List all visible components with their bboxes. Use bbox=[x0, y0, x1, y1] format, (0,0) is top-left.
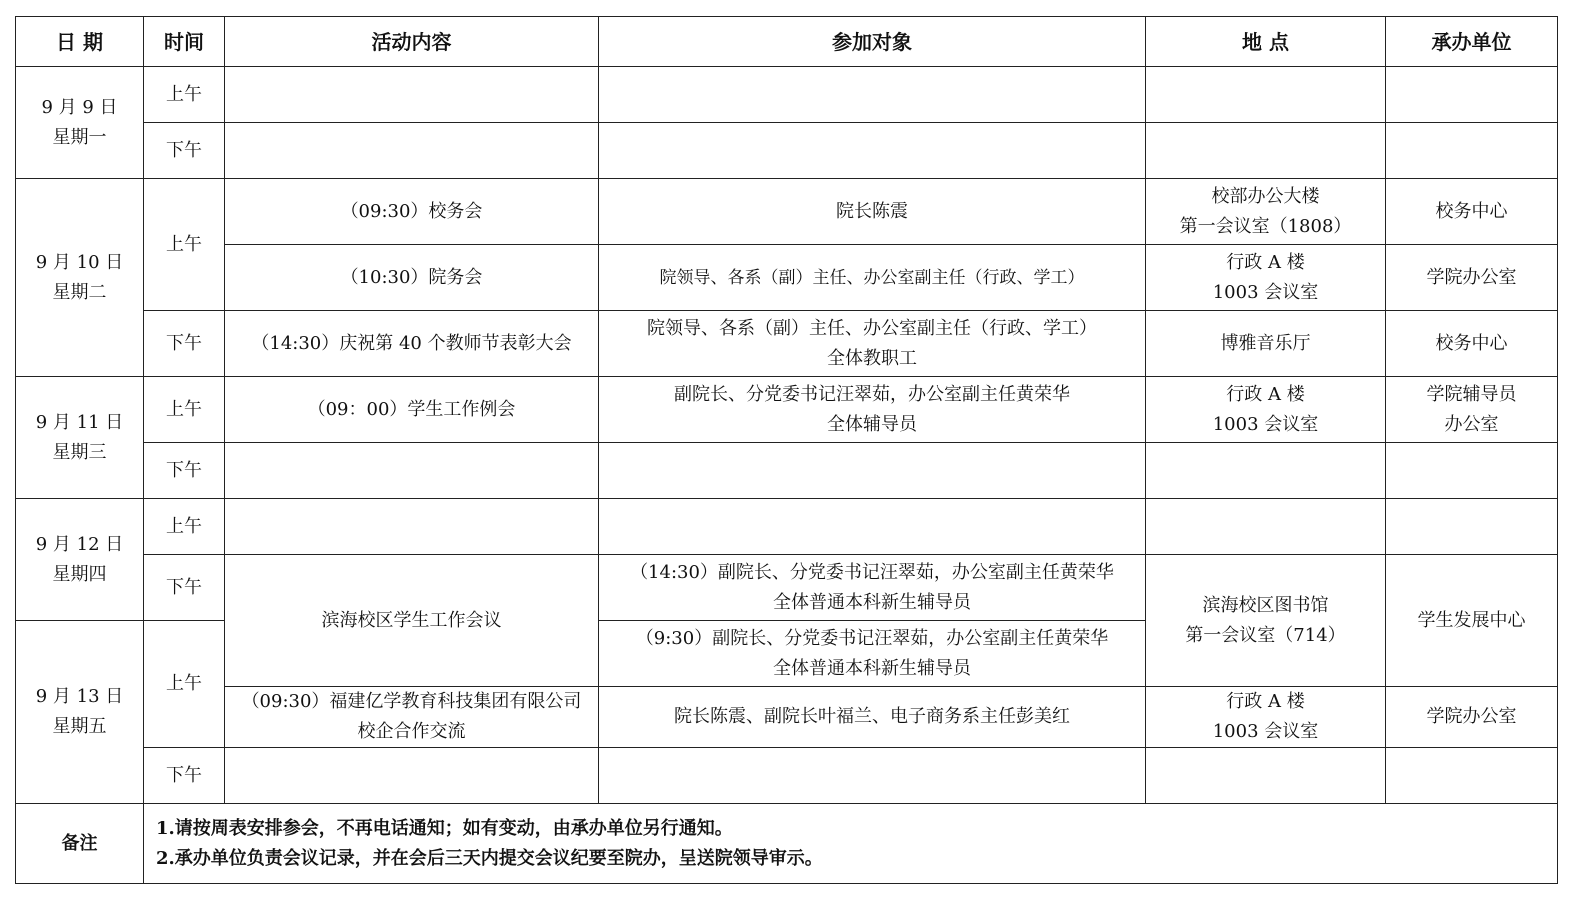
notes-label: 备注 bbox=[16, 804, 144, 884]
location-cell bbox=[1146, 443, 1386, 499]
organizer-cell: 校务中心 bbox=[1386, 311, 1558, 377]
activity-cell: （09：00）学生工作例会 bbox=[225, 377, 599, 443]
table-row bbox=[16, 123, 1558, 179]
location-line: 行政 A 楼 bbox=[1226, 691, 1305, 712]
date-text: 9 月 13 日 bbox=[35, 686, 124, 707]
participants-cell bbox=[599, 499, 1146, 555]
location-cell bbox=[1146, 499, 1386, 555]
date-text: 9 月 12 日 bbox=[35, 533, 124, 555]
activity-cell: （09:30）校务会 bbox=[225, 179, 599, 245]
table-row bbox=[16, 377, 1558, 443]
date-cell bbox=[16, 179, 144, 377]
location-line: 1003 会议室 bbox=[1212, 413, 1319, 435]
weekday-text: 星期四 bbox=[52, 563, 107, 585]
activity-cell bbox=[225, 67, 599, 123]
header-date: 日 期 bbox=[16, 17, 144, 67]
period-cell: 上午 bbox=[144, 499, 225, 555]
organizer-cell: 学生发展中心 bbox=[1386, 555, 1558, 687]
organizer-cell: 学院办公室 bbox=[1386, 245, 1558, 311]
organizer-line: 学院辅导员 bbox=[1426, 383, 1517, 405]
period-cell: 下午 bbox=[144, 748, 225, 804]
table-row bbox=[16, 311, 1558, 377]
organizer-cell bbox=[1386, 499, 1558, 555]
location-cell bbox=[1146, 687, 1386, 748]
period-cell: 下午 bbox=[144, 555, 225, 621]
activity-cell: （10:30）院务会 bbox=[225, 245, 599, 311]
date-text: 9 月 11 日 bbox=[35, 411, 124, 433]
activity-cell: 滨海校区学生工作会议 bbox=[225, 555, 599, 687]
participants-line: 全体教职工 bbox=[827, 347, 917, 369]
location-cell bbox=[1146, 748, 1386, 804]
weekly-schedule-table bbox=[15, 16, 1558, 884]
location-line: 校部办公大楼 bbox=[1211, 185, 1320, 207]
location-cell bbox=[1146, 67, 1386, 123]
location-line: 行政 A 楼 bbox=[1226, 383, 1305, 405]
location-cell: 博雅音乐厅 bbox=[1146, 311, 1386, 377]
period-cell: 下午 bbox=[144, 311, 225, 377]
note-line-1: 1.请按周表安排参会，不再电话通知；如有变动，由承办单位另行通知。 bbox=[156, 817, 733, 839]
participants-cell bbox=[599, 311, 1146, 377]
location-line: 第一会议室（1808） bbox=[1179, 215, 1352, 237]
location-cell bbox=[1146, 179, 1386, 245]
period-cell: 下午 bbox=[144, 443, 225, 499]
participants-cell bbox=[599, 377, 1146, 443]
weekday-text: 星期五 bbox=[52, 716, 107, 737]
organizer-cell: 学院办公室 bbox=[1386, 687, 1558, 748]
location-cell bbox=[1146, 555, 1386, 687]
organizer-line: 办公室 bbox=[1444, 413, 1499, 435]
header-organizer: 承办单位 bbox=[1386, 17, 1558, 67]
date-cell bbox=[16, 377, 144, 499]
location-line: 1003 会议室 bbox=[1212, 281, 1319, 303]
participants-line: 全体辅导员 bbox=[827, 413, 917, 435]
table-row bbox=[16, 443, 1558, 499]
table-row bbox=[16, 555, 1558, 621]
table-row bbox=[16, 499, 1558, 555]
header-time: 时间 bbox=[144, 17, 225, 67]
organizer-cell bbox=[1386, 123, 1558, 179]
participants-cell bbox=[599, 748, 1146, 804]
period-cell: 上午 bbox=[144, 67, 225, 123]
period-cell: 上午 bbox=[144, 621, 225, 748]
period-cell: 下午 bbox=[144, 123, 225, 179]
header-row bbox=[16, 17, 1558, 67]
activity-cell bbox=[225, 499, 599, 555]
table-row bbox=[16, 67, 1558, 123]
location-line: 1003 会议室 bbox=[1212, 721, 1319, 742]
location-line: 第一会议室（714） bbox=[1185, 624, 1346, 646]
participants-cell: 院长陈震 bbox=[599, 179, 1146, 245]
date-cell bbox=[16, 499, 144, 621]
table-row bbox=[16, 245, 1558, 311]
header-location: 地 点 bbox=[1146, 17, 1386, 67]
participants-line: 全体普通本科新生辅导员 bbox=[773, 657, 971, 679]
participants-cell bbox=[599, 123, 1146, 179]
participants-line: 全体普通本科新生辅导员 bbox=[773, 591, 971, 613]
activity-cell: （14:30）庆祝第 40 个教师节表彰大会 bbox=[225, 311, 599, 377]
activity-cell bbox=[225, 687, 599, 748]
location-cell bbox=[1146, 245, 1386, 311]
date-text: 9 月 9 日 bbox=[41, 96, 118, 118]
organizer-cell bbox=[1386, 443, 1558, 499]
organizer-cell: 校务中心 bbox=[1386, 179, 1558, 245]
organizer-cell bbox=[1386, 67, 1558, 123]
organizer-cell bbox=[1386, 748, 1558, 804]
date-text: 9 月 10 日 bbox=[35, 251, 124, 273]
header-participants: 参加对象 bbox=[599, 17, 1146, 67]
location-line: 行政 A 楼 bbox=[1226, 251, 1305, 273]
activity-line: 校企合作交流 bbox=[357, 721, 466, 742]
activity-line: （09:30）福建亿学教育科技集团有限公司 bbox=[241, 691, 582, 712]
weekday-text: 星期二 bbox=[52, 281, 107, 303]
period-cell: 上午 bbox=[144, 377, 225, 443]
location-cell bbox=[1146, 377, 1386, 443]
participants-cell bbox=[599, 621, 1146, 687]
location-cell bbox=[1146, 123, 1386, 179]
participants-cell: 院领导、各系（副）主任、办公室副主任（行政、学工） bbox=[599, 245, 1146, 311]
participants-line: （14:30）副院长、分党委书记汪翠茹，办公室副主任黄荣华 bbox=[630, 561, 1114, 583]
table-row bbox=[16, 179, 1558, 245]
participants-cell bbox=[599, 443, 1146, 499]
header-activity: 活动内容 bbox=[225, 17, 599, 67]
organizer-cell bbox=[1386, 377, 1558, 443]
participants-cell: 院长陈震、副院长叶福兰、电子商务系主任彭美红 bbox=[599, 687, 1146, 748]
notes-content bbox=[144, 804, 1558, 884]
table-row bbox=[16, 687, 1558, 748]
participants-line: （9:30）副院长、分党委书记汪翠茹，办公室副主任黄荣华 bbox=[635, 627, 1109, 649]
participants-line: 院领导、各系（副）主任、办公室副主任（行政、学工） bbox=[647, 317, 1097, 339]
participants-line: 副院长、分党委书记汪翠茹，办公室副主任黄荣华 bbox=[674, 383, 1070, 405]
weekday-text: 星期一 bbox=[52, 126, 107, 148]
period-cell: 上午 bbox=[144, 179, 225, 311]
location-line: 滨海校区图书馆 bbox=[1202, 594, 1329, 616]
weekday-text: 星期三 bbox=[52, 441, 107, 463]
activity-cell bbox=[225, 443, 599, 499]
participants-cell bbox=[599, 555, 1146, 621]
notes-row bbox=[16, 804, 1558, 884]
activity-cell bbox=[225, 748, 599, 804]
note-line-2: 2.承办单位负责会议记录，并在会后三天内提交会议纪要至院办，呈送院领导审示。 bbox=[156, 847, 823, 869]
participants-cell bbox=[599, 67, 1146, 123]
activity-cell bbox=[225, 123, 599, 179]
table-row bbox=[16, 748, 1558, 804]
date-cell bbox=[16, 621, 144, 804]
date-cell bbox=[16, 67, 144, 179]
